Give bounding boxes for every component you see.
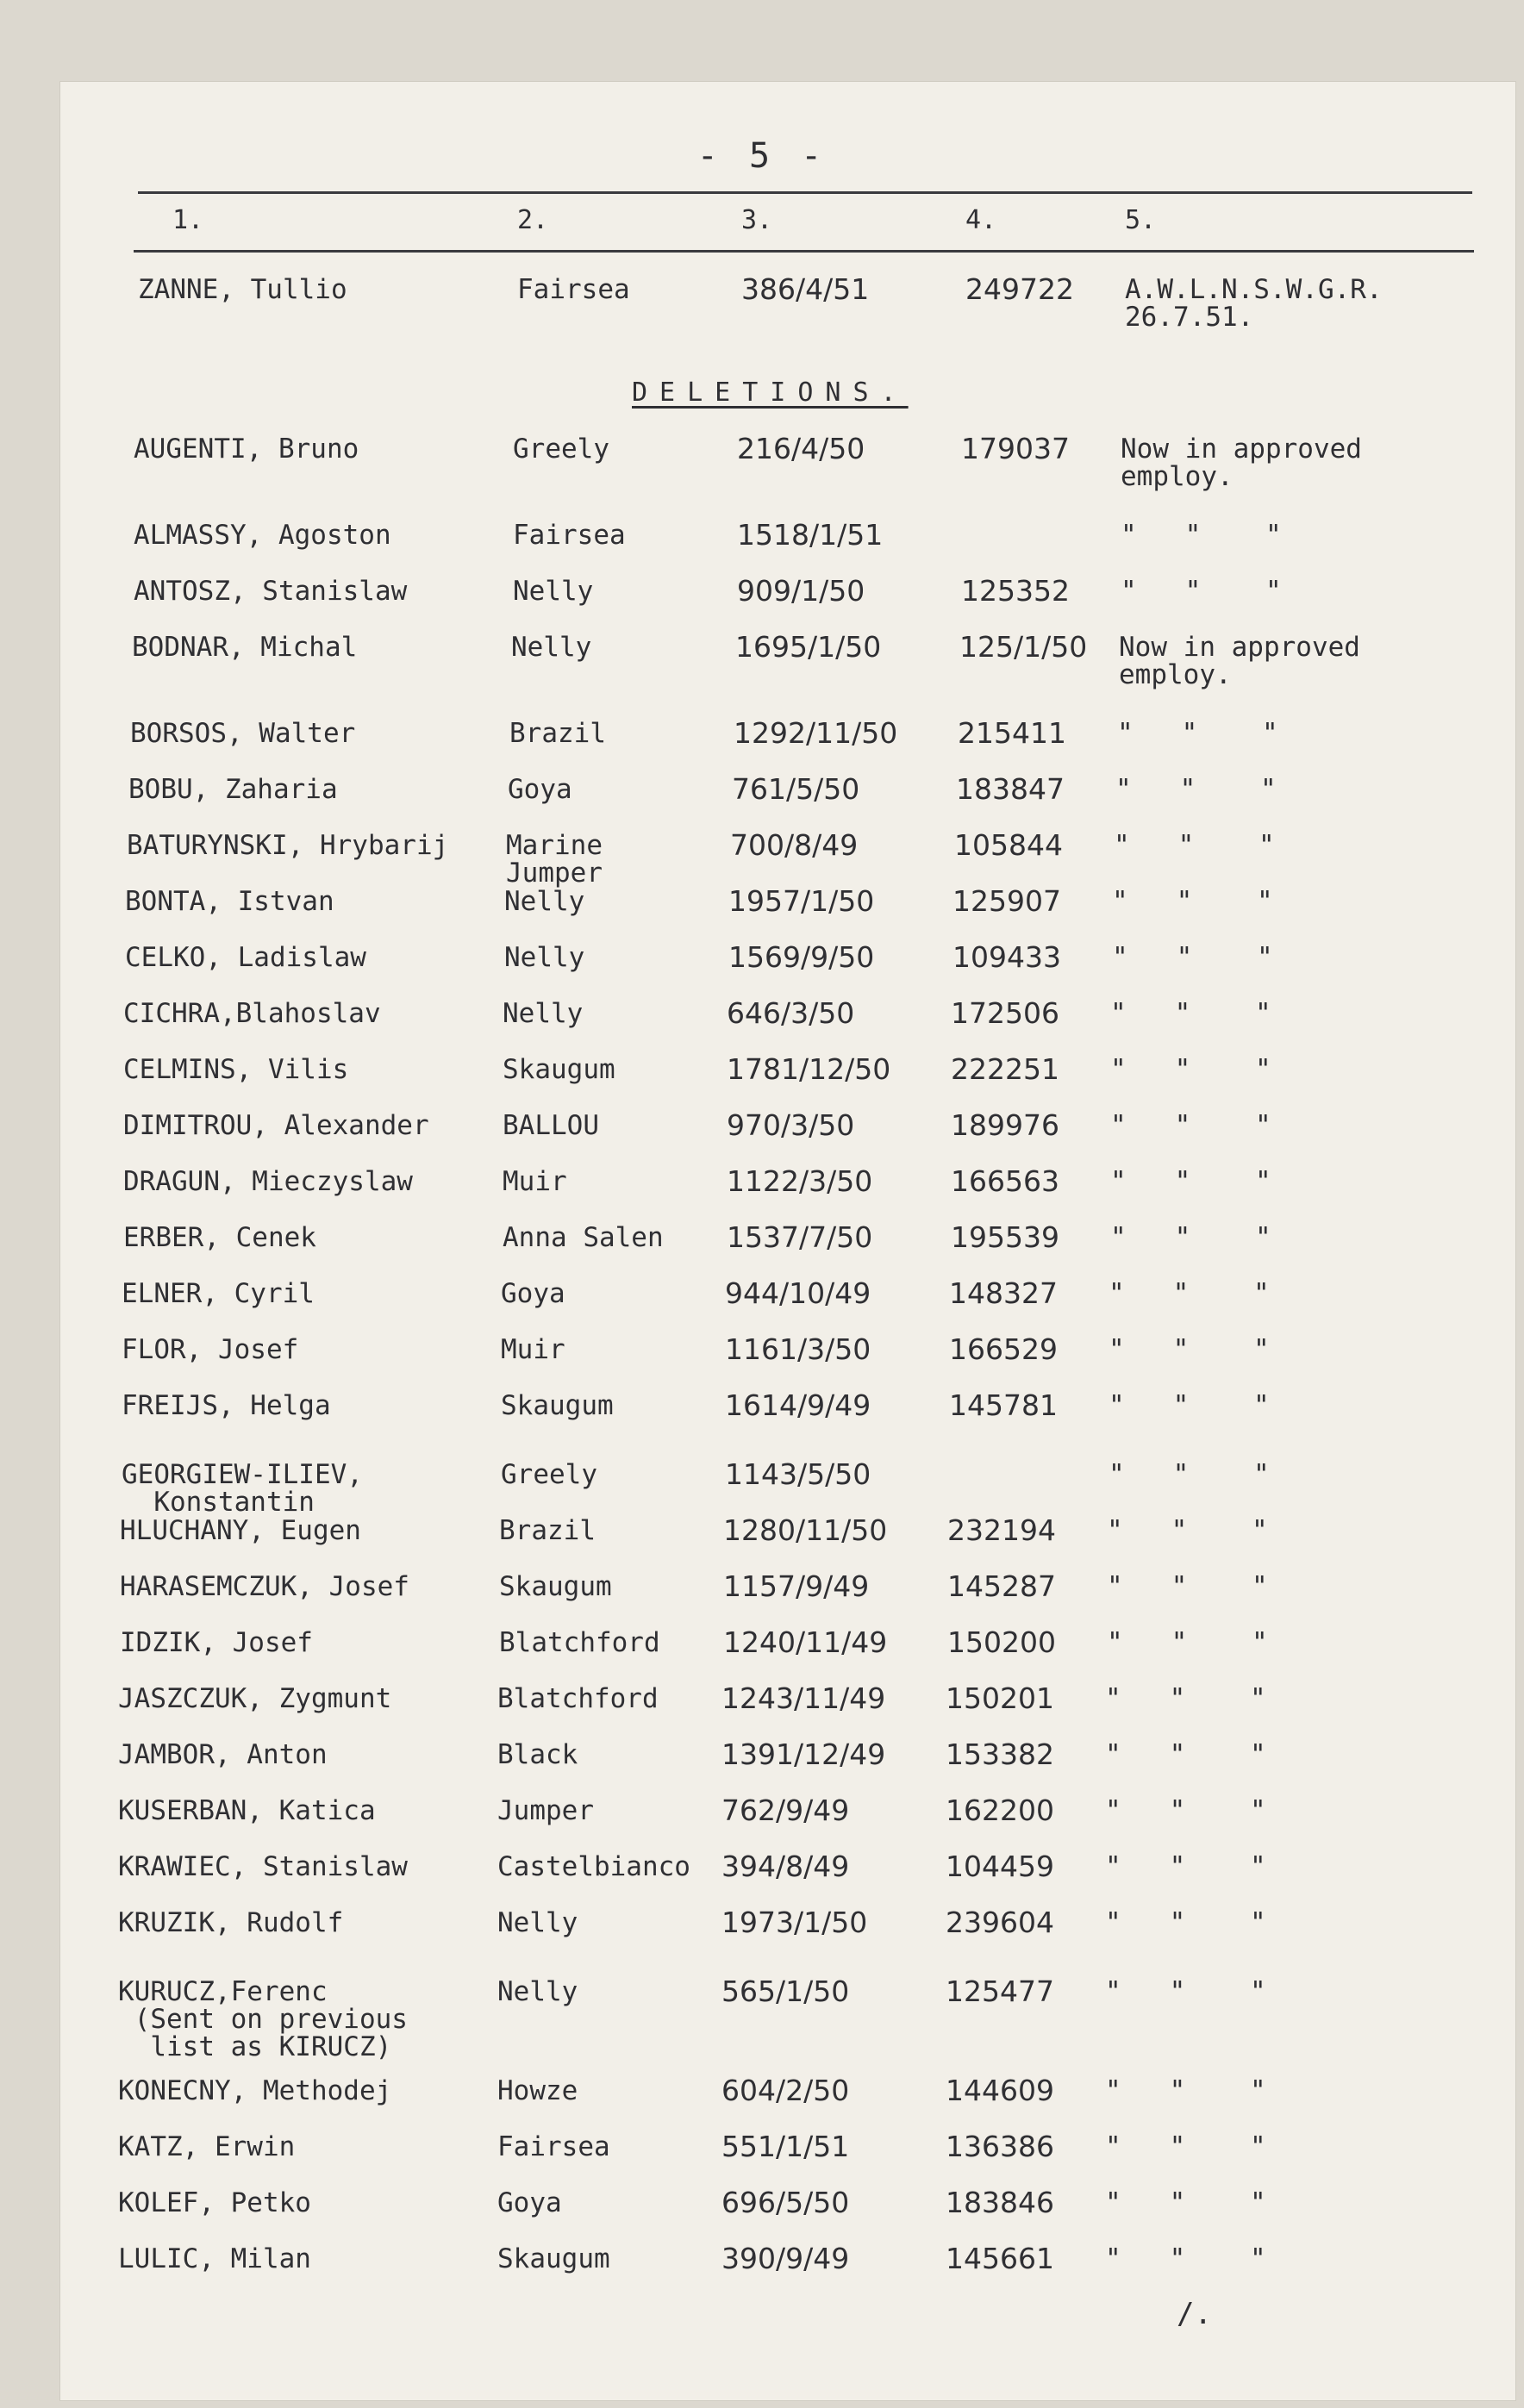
ship-name: Black [497, 1739, 578, 1770]
person-name: GEORGIEW-ILIEV, Konstantin [122, 1459, 363, 1518]
remark: " " " [1105, 2243, 1266, 2274]
remark: " " " [1107, 1571, 1268, 1602]
person-name: ANTOSZ, Stanislaw [134, 576, 408, 607]
reference-number: 761/5/50 [732, 772, 860, 806]
ship-name: Goya [508, 774, 572, 805]
reference-number: 1240/11/49 [723, 1625, 888, 1659]
person-name: FREIJS, Helga [122, 1390, 331, 1421]
ship-name: Blatchford [499, 1627, 660, 1658]
person-name: ERBER, Cenek [123, 1222, 316, 1253]
remark: " " " [1115, 774, 1277, 805]
reference-number: 1781/12/50 [727, 1052, 891, 1086]
remark: Now in approved employ. [1121, 434, 1362, 492]
ship-name: Greely [501, 1459, 597, 1490]
remark: " " " [1110, 998, 1271, 1029]
id-number: 145661 [946, 2242, 1054, 2275]
ship-name: Nelly [497, 1976, 578, 2007]
ship-name: Greely [513, 434, 609, 465]
person-name: IDZIK, Josef [120, 1627, 313, 1658]
reference-number: 696/5/50 [721, 2186, 850, 2219]
table-row [0, 518, 1524, 573]
person-name: FLOR, Josef [122, 1334, 299, 1365]
id-number: 183846 [946, 2186, 1054, 2219]
header-bottom-rule [134, 250, 1474, 253]
reference-number: 762/9/49 [721, 1794, 850, 1827]
table-row [0, 1108, 1524, 1163]
page-number: - 5 - [696, 136, 828, 176]
column-header-1: 1. [172, 205, 204, 235]
remark: " " " [1121, 520, 1282, 551]
person-name: CICHRA,Blahoslav [123, 998, 381, 1029]
reference-number: 1569/9/50 [728, 940, 875, 974]
ship-name: Nelly [504, 886, 585, 917]
person-name: ALMASSY, Agoston [134, 520, 391, 551]
reference-number: 1122/3/50 [727, 1164, 873, 1198]
id-number: 144609 [946, 2074, 1054, 2107]
id-number: 104459 [946, 1850, 1054, 1883]
remark: " " " [1105, 2187, 1266, 2218]
id-number: 195539 [951, 1220, 1059, 1254]
table-row [0, 716, 1524, 771]
id-number: 148327 [949, 1276, 1058, 1310]
person-name: DRAGUN, Mieczyslaw [123, 1166, 413, 1197]
id-number: 125907 [952, 884, 1061, 918]
table-row [0, 574, 1524, 629]
person-name: BOBU, Zaharia [128, 774, 338, 805]
id-number: 249722 [965, 272, 1074, 306]
id-number: 215411 [958, 716, 1066, 750]
ship-name: Brazil [499, 1515, 596, 1546]
table-row [0, 432, 1524, 492]
ship-name: Skaugum [503, 1054, 615, 1085]
remark: " " " [1105, 1683, 1266, 1714]
remark: " " " [1105, 1907, 1266, 1938]
reference-number: 1143/5/50 [725, 1457, 871, 1491]
reference-number: 604/2/50 [721, 2074, 850, 2107]
id-number: 153382 [946, 1737, 1054, 1771]
continuation-mark: /. [1177, 2297, 1212, 2331]
reference-number: 551/1/51 [721, 2130, 850, 2163]
person-name: KUSERBAN, Katica [118, 1795, 376, 1826]
id-number: 145287 [947, 1569, 1056, 1603]
reference-number: 944/10/49 [725, 1276, 871, 1310]
ship-name: Goya [497, 2187, 562, 2218]
person-name: CELKO, Ladislaw [125, 942, 366, 973]
table-row [0, 2074, 1524, 2129]
id-number: 109433 [952, 940, 1061, 974]
reference-number: 1292/11/50 [734, 716, 898, 750]
ship-name: Skaugum [497, 2243, 610, 2274]
id-number: 166563 [951, 1164, 1059, 1198]
ship-name: Fairsea [517, 274, 630, 305]
ship-name: Nelly [511, 632, 592, 663]
ship-name: Jumper [497, 1795, 594, 1826]
remark: " " " [1112, 886, 1273, 917]
remark: " " " [1110, 1166, 1271, 1197]
ship-name: Skaugum [501, 1390, 614, 1421]
table-row [0, 1850, 1524, 1905]
table-row [0, 828, 1524, 889]
reference-number: 970/3/50 [727, 1108, 855, 1142]
reference-number: 565/1/50 [721, 1974, 850, 2008]
remark: " " " [1105, 2131, 1266, 2162]
remark: " " " [1109, 1278, 1270, 1309]
table-row [0, 1569, 1524, 1625]
column-header-4: 4. [965, 205, 997, 235]
remark: " " " [1121, 576, 1282, 607]
remark: " " " [1109, 1459, 1270, 1490]
reference-number: 394/8/49 [721, 1850, 850, 1883]
table-row [0, 1457, 1524, 1518]
remark: " " " [1105, 1739, 1266, 1770]
table-row [0, 1625, 1524, 1681]
id-number: 136386 [946, 2130, 1054, 2163]
person-name: KURUCZ,Ferenc (Sent on previous list as KIRUCZ) [118, 1976, 408, 2062]
person-name: HARASEMCZUK, Josef [120, 1571, 409, 1602]
reference-number: 1243/11/49 [721, 1681, 886, 1715]
id-number: 166529 [949, 1332, 1058, 1366]
person-name: BODNAR, Michal [132, 632, 358, 663]
person-name: LULIC, Milan [118, 2243, 311, 2274]
table-row [0, 1332, 1524, 1388]
ship-name: Castelbianco [497, 1851, 690, 1882]
ship-name: Brazil [509, 718, 606, 749]
id-number: 162200 [946, 1794, 1054, 1827]
ship-name: Nelly [513, 576, 594, 607]
person-name: KONECNY, Methodej [118, 2075, 392, 2106]
reference-number: 1161/3/50 [725, 1332, 871, 1366]
remark: " " " [1109, 1334, 1270, 1365]
person-name: ZANNE, Tullio [138, 274, 347, 305]
remark: " " " [1117, 718, 1278, 749]
ship-name: Nelly [504, 942, 585, 973]
remark: Now in approved employ. [1119, 632, 1360, 690]
table-row [0, 1737, 1524, 1793]
ship-name: Howze [497, 2075, 578, 2106]
reference-number: 1280/11/50 [723, 1513, 888, 1547]
person-name: KOLEF, Petko [118, 2187, 311, 2218]
ship-name: Fairsea [513, 520, 626, 551]
person-name: KRAWIEC, Stanislaw [118, 1851, 408, 1882]
reference-number: 216/4/50 [737, 432, 865, 465]
id-number: 125/1/50 [959, 630, 1088, 664]
table-row [0, 1220, 1524, 1276]
table-row [0, 2130, 1524, 2185]
reference-number: 386/4/51 [741, 272, 870, 306]
person-name: JASZCZUK, Zygmunt [118, 1683, 392, 1714]
ship-name: Marine Jumper [506, 830, 603, 889]
ship-name: Muir [501, 1334, 565, 1365]
remark: " " " [1105, 1976, 1266, 2007]
section-title: DELETIONS. [632, 377, 909, 408]
remark: A.W.L.N.S.W.G.R. 26.7.51. [1125, 274, 1383, 333]
person-name: BATURYNSKI, Hrybarij [127, 830, 449, 861]
id-number: 232194 [947, 1513, 1056, 1547]
reference-number: 1957/1/50 [728, 884, 875, 918]
reference-number: 1695/1/50 [735, 630, 882, 664]
id-number: 189976 [951, 1108, 1059, 1142]
id-number: 150201 [946, 1681, 1054, 1715]
remark: " " " [1105, 1851, 1266, 1882]
remark: " " " [1112, 942, 1273, 973]
person-name: BONTA, Istvan [125, 886, 334, 917]
table-row [0, 1794, 1524, 1849]
table-row [0, 630, 1524, 690]
reference-number: 1537/7/50 [727, 1220, 873, 1254]
remark: " " " [1105, 2075, 1266, 2106]
remark: " " " [1105, 1795, 1266, 1826]
header-top-rule [138, 191, 1472, 194]
id-number: 150200 [947, 1625, 1056, 1659]
person-name: HLUCHANY, Eugen [120, 1515, 361, 1546]
table-row [0, 996, 1524, 1051]
reference-number: 1518/1/51 [737, 518, 884, 552]
column-header-2: 2. [517, 205, 549, 235]
table-row [0, 1164, 1524, 1220]
ship-name: Muir [503, 1166, 567, 1197]
person-name: ELNER, Cyril [122, 1278, 315, 1309]
person-name: KRUZIK, Rudolf [118, 1907, 344, 1938]
id-number: 125352 [961, 574, 1070, 608]
table-row [0, 1388, 1524, 1444]
ship-name: Skaugum [499, 1571, 612, 1602]
ship-name: Nelly [503, 998, 584, 1029]
reference-number: 1157/9/49 [723, 1569, 870, 1603]
id-number: 239604 [946, 1906, 1054, 1939]
id-number: 183847 [956, 772, 1065, 806]
id-number: 172506 [951, 996, 1059, 1030]
ship-name: Anna Salen [503, 1222, 664, 1253]
person-name: CELMINS, Vilis [123, 1054, 349, 1085]
remark: " " " [1110, 1222, 1271, 1253]
table-row [0, 1906, 1524, 1961]
table-row [0, 940, 1524, 995]
remark: " " " [1110, 1054, 1271, 1085]
id-number: 145781 [949, 1388, 1058, 1422]
reference-number: 1391/12/49 [721, 1737, 886, 1771]
remark: " " " [1107, 1515, 1268, 1546]
id-number: 222251 [951, 1052, 1059, 1086]
id-number: 125477 [946, 1974, 1054, 2008]
id-number: 179037 [961, 432, 1070, 465]
table-row [0, 884, 1524, 939]
remark: " " " [1109, 1390, 1270, 1421]
table-row [0, 1513, 1524, 1569]
ship-name: BALLOU [503, 1110, 599, 1141]
reference-number: 1614/9/49 [725, 1388, 871, 1422]
table-row [0, 1052, 1524, 1107]
reference-number: 909/1/50 [737, 574, 865, 608]
ship-name: Goya [501, 1278, 565, 1309]
reference-number: 646/3/50 [727, 996, 855, 1030]
reference-number: 390/9/49 [721, 2242, 850, 2275]
table-row [0, 1681, 1524, 1737]
remark: " " " [1107, 1627, 1268, 1658]
table-row [0, 1276, 1524, 1332]
id-number: 105844 [954, 828, 1063, 862]
remark: " " " [1114, 830, 1275, 861]
person-name: AUGENTI, Bruno [134, 434, 359, 465]
ship-name: Blatchford [497, 1683, 659, 1714]
remark: " " " [1110, 1110, 1271, 1141]
column-header-5: 5. [1125, 205, 1157, 235]
table-row [0, 2242, 1524, 2297]
person-name: JAMBOR, Anton [118, 1739, 328, 1770]
reference-number: 700/8/49 [730, 828, 859, 862]
column-header-3: 3. [741, 205, 773, 235]
table-row [0, 772, 1524, 827]
ship-name: Fairsea [497, 2131, 610, 2162]
person-name: BORSOS, Walter [130, 718, 356, 749]
person-name: KATZ, Erwin [118, 2131, 296, 2162]
first-entry-row [0, 272, 1524, 333]
ship-name: Nelly [497, 1907, 578, 1938]
table-row [0, 1974, 1524, 2062]
reference-number: 1973/1/50 [721, 1906, 868, 1939]
table-row [0, 2186, 1524, 2241]
person-name: DIMITROU, Alexander [123, 1110, 429, 1141]
